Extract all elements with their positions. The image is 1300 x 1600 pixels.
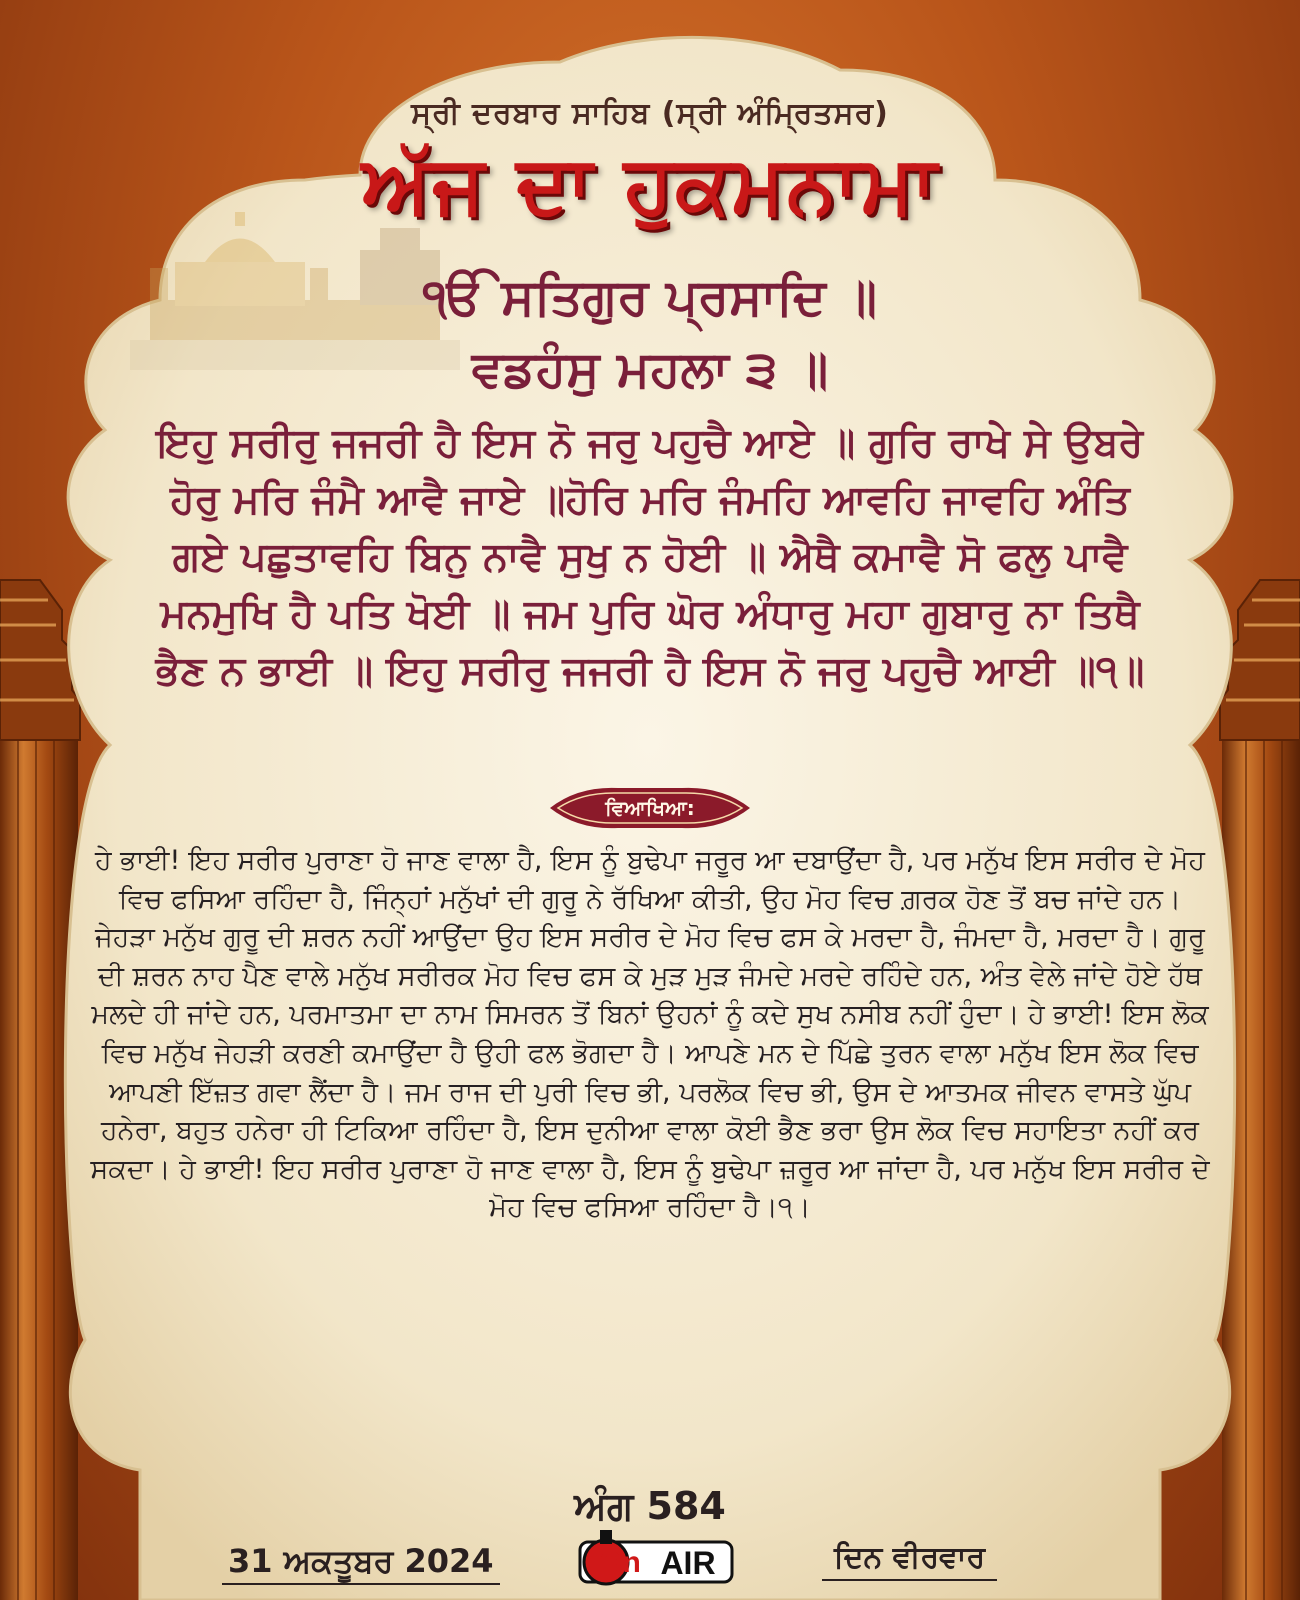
ang-number: ਅੰਗ 584 <box>574 1484 726 1528</box>
date-label: 31 ਅਕਤੂਬਰ 2024 <box>222 1542 500 1585</box>
page-title: ਅੱਜ ਦਾ ਹੁਕਮਨਾਮਾ <box>361 138 939 231</box>
vyakhya-label: ਵਿਆਖਿਆ: <box>605 796 695 820</box>
raag-heading: ਵਡਹੰਸੁ ਮਹਲਾ ੩ ॥ <box>471 340 829 398</box>
day-label: ਦਿਨ ਵੀਰਵਾਰ <box>822 1540 997 1581</box>
shabad-text: ਇਹੁ ਸਰੀਰੁ ਜਜਰੀ ਹੈ ਇਸ ਨੋ ਜਰੁ ਪਹੁਚੈ ਆਏ ॥ ਗੁਰਿ ਰਾਖੇ ਸੇ ਉਬਰੇ ਹੋਰੁ ਮਰਿ ਜੰਮੈ ਆਵੈ ਜਾਏ ॥ਹੋਰਿ ਮਰਿ ਜੰਮਹਿ ਆਵਹਿ ਜਾਵਹਿ ਅੰਤਿ ਗਏ ਪਛੁਤਾਵਹਿ ਬਿਨੁ ਨਾਵੈ ਸੁਖੁ ਨ ਹੋਈ ॥ ਐਥੈ ਕਮਾਵੈ ਸੋ ਫਲੁ ਪਾਵੈ ਮਨਮੁਖਿ ਹੈ ਪਤਿ ਖੋਈ ॥ ਜਮ ਪੁਰਿ ਘੋਰ ਅੰਧਾਰੁ ਮਹਾ ਗੁਬਾਰੁ ਨਾ ਤਿਥੈ ਭੈਣ ਨ ਭਾਈ ॥ ਇਹੁ ਸਰੀਰੁ ਜਜਰੀ ਹੈ ਇਸ ਨੋ ਜਰੁ ਪਹੁਚੈ ਆਈ ॥੧॥ <box>155 420 1145 694</box>
logo-air-text: AIR <box>660 1545 716 1581</box>
logo-on-text: On <box>599 1546 641 1579</box>
on-air-logo <box>578 1528 738 1586</box>
header-subtitle: ਸ੍ਰੀ ਦਰਬਾਰ ਸਾਹਿਬ (ਸ੍ਰੀ ਅੰਮ੍ਰਿਤਸਰ) <box>411 96 889 131</box>
vyakhya-text: ਹੇ ਭਾਈ! ਇਹ ਸਰੀਰ ਪੁਰਾਣਾ ਹੋ ਜਾਣ ਵਾਲਾ ਹੈ, ਇਸ ਨੂੰ ਬੁਢੇਪਾ ਜਰੂਰ ਆ ਦਬਾਉਂਦਾ ਹੈ, ਪਰ ਮਨੁੱਖ ਇਸ ਸਰੀਰ ਦੇ ਮੋਹ ਵਿਚ ਫਸਿਆ ਰਹਿੰਦਾ ਹੈ, ਜਿੰਨ੍ਹਾਂ ਮਨੁੱਖਾਂ ਦੀ ਗੁਰੂ ਨੇ ਰੱਖਿਆ ਕੀਤੀ, ਉਹ ਮੋਹ ਵਿਚ ਗ਼ਰਕ ਹੋਣ ਤੋਂ ਬਚ ਜਾਂਦੇ ਹਨ। ਜੇਹੜਾ ਮਨੁੱਖ ਗੁਰੂ ਦੀ ਸ਼ਰਨ ਨਹੀਂ ਆਉਂਦਾ ਉਹ ਇਸ ਸਰੀਰ ਦੇ ਮੋਹ ਵਿਚ ਫਸ ਕੇ ਮਰਦਾ ਹੈ, ਜੰਮਦਾ ਹੈ, ਮਰਦਾ ਹੈ। ਗੁਰੂ ਦੀ ਸ਼ਰਨ ਨਾਹ ਪੈਣ ਵਾਲੇ ਮਨੁੱਖ ਸਰੀਰਕ ਮੋਹ ਵਿਚ ਫਸ ਕੇ ਮੁੜ ਮੁੜ ਜੰਮਦੇ ਮਰਦੇ ਰਹਿੰਦੇ ਹਨ, ਅੰਤ ਵੇਲੇ ਜਾਂਦੇ ਹੋਏ ਹੱਥ ਮਲਦੇ ਹੀ ਜਾਂਦੇ ਹਨ, ਪਰਮਾਤਮਾ ਦਾ ਨਾਮ ਸਿਮਰਨ ਤੋਂ ਬਿਨਾਂ ਉਹਨਾਂ ਨੂੰ ਕਦੇ ਸੁਖ ਨਸੀਬ ਨਹੀਂ ਹੁੰਦਾ। ਹੇ ਭਾਈ! ਇਸ ਲੋਕ ਵਿਚ ਮਨੁੱਖ ਜੇਹੜੀ ਕਰਣੀ ਕਮਾਉਂਦਾ ਹੈ ਉਹੀ ਫਲ ਭੋਗਦਾ ਹੈ। ਆਪਣੇ ਮਨ ਦੇ ਪਿੱਛੇ ਤੁਰਨ ਵਾਲਾ ਮਨੁੱਖ ਇਸ ਲੋਕ ਵਿਚ ਆਪਣੀ ਇੱਜ਼ਤ ਗਵਾ ਲੈਂਦਾ ਹੈ। ਜਮ ਰਾਜ ਦੀ ਪੁਰੀ ਵਿਚ ਭੀ, ਪਰਲੋਕ ਵਿਚ ਭੀ, ਉਸ ਦੇ ਆਤਮਕ ਜੀਵਨ ਵਾਸਤੇ ਘੁੱਪ ਹਨੇਰਾ, ਬਹੁਤ ਹਨੇਰਾ ਹੀ ਟਿਕਿਆ ਰਹਿੰਦਾ ਹੈ, ਇਸ ਦੁਨੀਆ ਵਾਲਾ ਕੋਈ ਭੈਣ ਭਰਾ ਉਸ ਲੋਕ ਵਿਚ ਸਹਾਇਤਾ ਨਹੀਂ ਕਰ ਸਕਦਾ। ਹੇ ਭਾਈ! ਇਹ ਸਰੀਰ ਪੁਰਾਣਾ ਹੋ ਜਾਣ ਵਾਲਾ ਹੈ, ਇਸ ਨੂੰ ਬੁਢੇਪਾ ਜ਼ਰੂਰ ਆ ਜਾਂਦਾ ਹੈ, ਪਰ ਮਨੁੱਖ ਇਸ ਸਰੀਰ ਦੇ ਮੋਹ ਵਿਚ ਫਸਿਆ ਰਹਿੰਦਾ ਹੈ।੧। <box>90 845 1210 1224</box>
mool-mantar-line: ੴ ਸਤਿਗੁਰ ਪ੍ਰਸਾਦਿ ॥ <box>422 268 878 326</box>
